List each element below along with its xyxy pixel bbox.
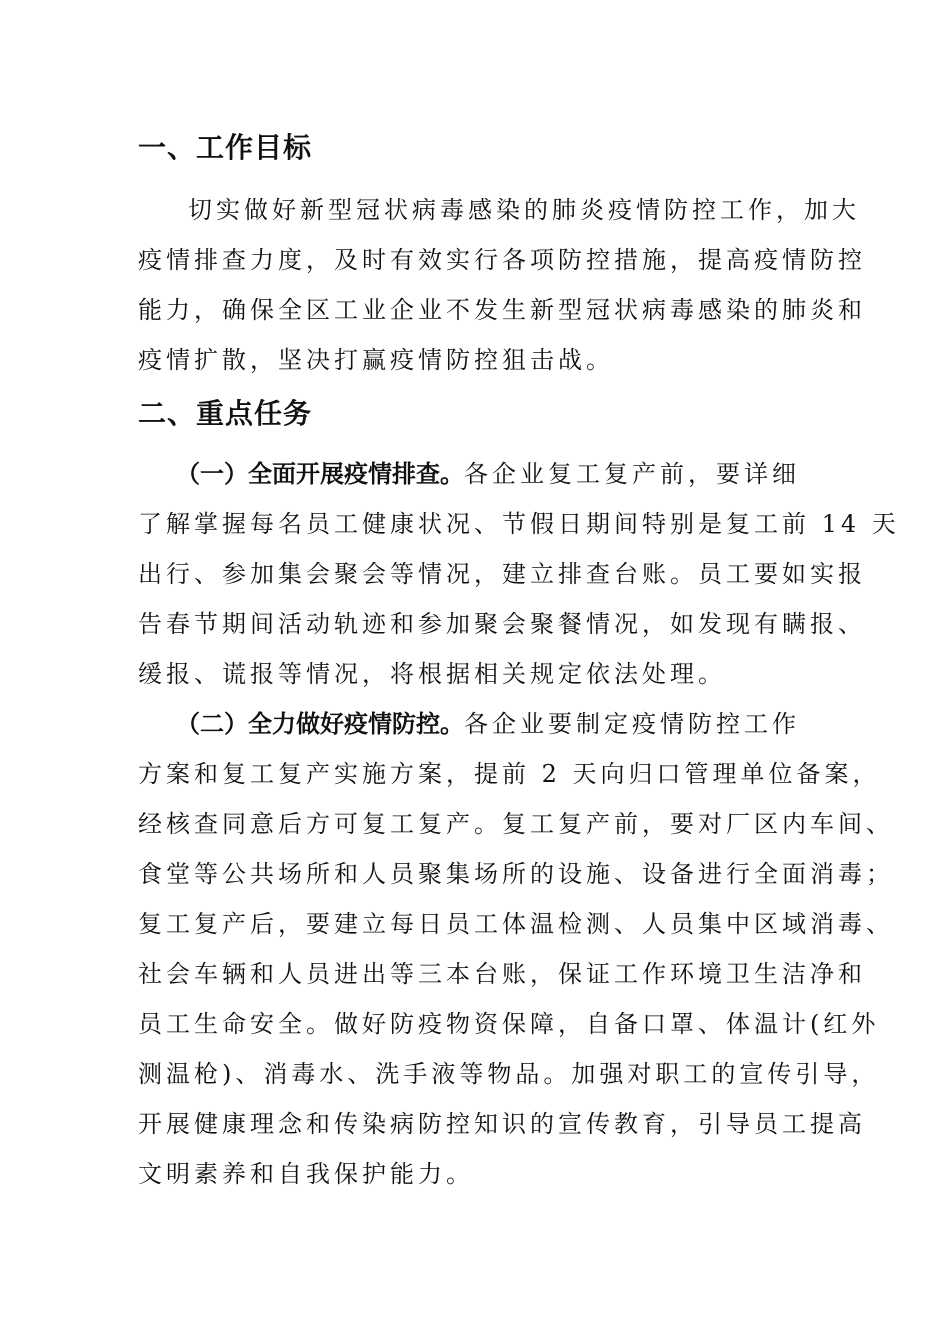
paragraph-line: 出行、参加集会聚会等情况，建立排查台账。员工要如实报 [138, 560, 866, 588]
paragraph-line: 缓报、谎报等情况，将根据相关规定依法处理。 [138, 660, 726, 688]
paragraph-line: 疫情扩散，坚决打赢疫情防控狙击战。 [138, 346, 614, 374]
paragraph-line: 经核查同意后方可复工复产。复工复产前，要对厂区内车间、 [138, 810, 894, 838]
task-item-2-first-line [176, 706, 800, 742]
section-heading-tasks: 二、重点任务 [138, 397, 313, 430]
paragraph-line: 能力，确保全区工业企业不发生新型冠状病毒感染的肺炎和 [138, 296, 866, 324]
paragraph-line: 疫情排查力度，及时有效实行各项防控措施，提高疫情防控 [138, 246, 866, 274]
paragraph-line: 食堂等公共场所和人员聚集场所的设施、设备进行全面消毒； [138, 860, 894, 888]
section-heading-goals: 一、工作目标 [138, 131, 313, 164]
task-item-1-lead: （一）全面开展疫情排查。 [176, 460, 464, 488]
task-item-2-text: 各企业要制定疫情防控工作 [464, 710, 800, 738]
paragraph-line: 了解掌握每名员工健康状况、节假日期间特别是复工前 14 天 [138, 510, 900, 538]
paragraph-line: 切实做好新型冠状病毒感染的肺炎疫情防控工作，加大 [188, 196, 860, 224]
paragraph-line: 方案和复工复产实施方案，提前 2 天向归口管理单位备案， [138, 760, 881, 788]
paragraph-line: 社会车辆和人员进出等三本台账，保证工作环境卫生洁净和 [138, 960, 866, 988]
paragraph-line: 文明素养和自我保护能力。 [138, 1160, 474, 1188]
task-item-2-lead: （二）全力做好疫情防控。 [176, 710, 464, 738]
task-item-1-text: 各企业复工复产前，要详细 [464, 460, 800, 488]
paragraph-line: 复工复产后，要建立每日员工体温检测、人员集中区域消毒、 [138, 910, 894, 938]
paragraph-line: 测温枪)、消毒水、洗手液等物品。加强对职工的宣传引导， [138, 1060, 880, 1088]
paragraph-line: 告春节期间活动轨迹和参加聚会聚餐情况，如发现有瞒报、 [138, 610, 866, 638]
paragraph-line: 开展健康理念和传染病防控知识的宣传教育，引导员工提高 [138, 1110, 866, 1138]
paragraph-line: 员工生命安全。做好防疫物资保障，自备口罩、体温计(红外 [138, 1010, 880, 1038]
task-item-1-first-line [176, 456, 800, 492]
